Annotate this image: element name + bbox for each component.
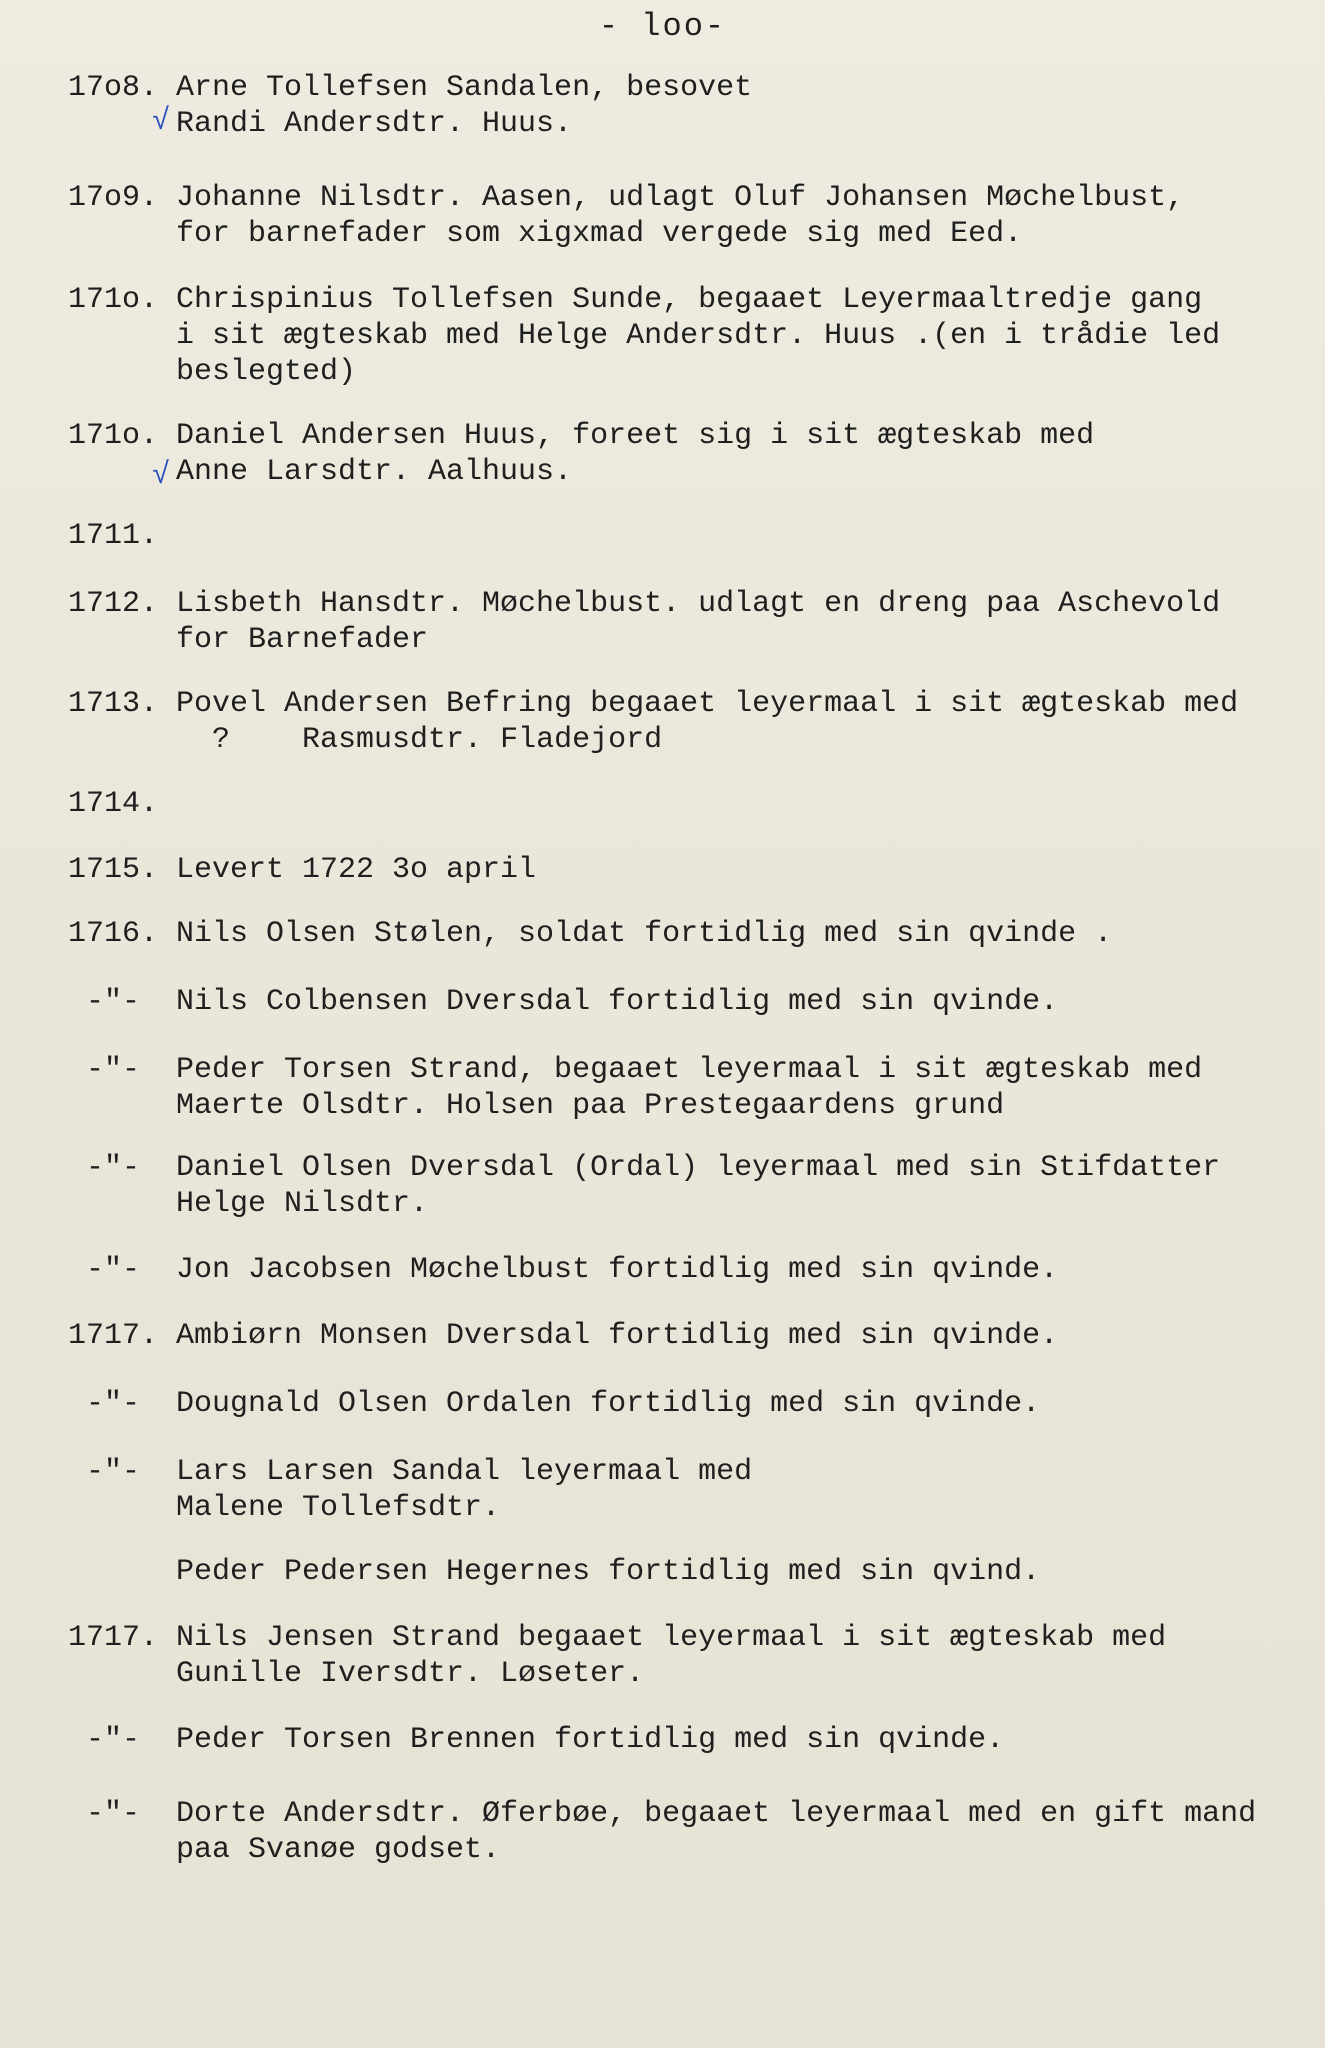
entry-year: -"- — [68, 1253, 141, 1287]
entry-text: Arne Tollefsen Sandalen, besovet Randi Andersdtr. Huus. — [176, 71, 753, 141]
entry — [68, 70, 752, 142]
entry-text: Lars Larsen Sandal leyermaal med Malene Tollefsdtr. — [176, 1455, 753, 1525]
entry — [68, 586, 1220, 658]
entry-text: Nils Olsen Stølen, soldat fortidlig med sin qvinde . — [176, 917, 1113, 951]
entry — [68, 1052, 1202, 1124]
entry — [68, 282, 1220, 390]
entry-year: -"- — [68, 1455, 141, 1489]
entry-text: Dougnald Olsen Ordalen fortidlig med sin qvinde. — [176, 1387, 1041, 1421]
entry — [68, 518, 176, 554]
entry — [68, 786, 176, 822]
entry — [68, 1252, 1058, 1288]
entry-year: -"- — [68, 985, 141, 1019]
entry-text: Daniel Andersen Huus, foreet sig i sit ægteskab med Anne Larsdtr. Aalhuus. — [176, 419, 1095, 489]
entry-year: 171o. — [68, 283, 159, 317]
page-number: - loo- — [598, 8, 727, 45]
entry-year: 1716. — [68, 917, 159, 951]
entry-year: 1714. — [68, 787, 159, 821]
entry — [68, 418, 1095, 493]
entry-year: -"- — [68, 1797, 141, 1831]
entry-text: Peder Torsen Strand, begaaet leyermaal i sit ægteskab med Maerte Olsdtr. Holsen paa Prestegaardens grund — [176, 1053, 1203, 1123]
entry-year — [68, 1554, 176, 1590]
entry-year: -"- — [68, 1723, 141, 1757]
entry — [68, 852, 536, 888]
entry-year: -"- — [68, 1053, 141, 1087]
entry-year: 1715. — [68, 853, 159, 887]
entry-year: -"- — [68, 1387, 141, 1421]
entry-year: 1711. — [68, 519, 159, 553]
entry-text: Dorte Andersdtr. Øferbøe, begaaet leyermaal med en gift mand paa Svanøe godset. — [176, 1797, 1257, 1867]
entry-text: Chrispinius Tollefsen Sunde, begaaet Leyermaaltredje gang i sit ægteskab med Helge Andersdtr. Huus .(en i trådie led beslegted) — [176, 283, 1221, 389]
entry-year: -"- — [68, 1151, 141, 1185]
entry — [68, 1554, 1040, 1590]
entry-text: Peder Pedersen Hegernes fortidlig med sin qvind. — [176, 1555, 1041, 1589]
entry-text: Nils Colbensen Dversdal fortidlig med sin qvinde. — [176, 985, 1059, 1019]
entry-text: Jon Jacobsen Møchelbust fortidlig med sin qvinde. — [176, 1253, 1059, 1287]
entry-text: Ambiørn Monsen Dversdal fortidlig med sin qvinde. — [176, 1319, 1059, 1353]
entry-text: Johanne Nilsdtr. Aasen, udlagt Oluf Johansen Møchelbust, for barnefader som xigxmad vergede sig med Eed. — [176, 181, 1185, 251]
entry — [68, 1796, 1256, 1868]
entry — [68, 1150, 1220, 1222]
checkmark-icon: √ — [152, 459, 171, 493]
entry-text: Peder Torsen Brennen fortidlig med sin qvinde. — [176, 1723, 1005, 1757]
entry-text: Daniel Olsen Dversdal (Ordal) leyermaal med sin Stifdatter Helge Nilsdtr. — [176, 1151, 1221, 1221]
entry — [68, 1386, 1040, 1422]
entry-year: 1712. — [68, 587, 159, 621]
entry-text: Lisbeth Hansdtr. Møchelbust. udlagt en dreng paa Aschevold for Barnefader — [176, 587, 1221, 657]
entry-text: Nils Jensen Strand begaaet leyermaal i sit ægteskab med Gunille Iversdtr. Løseter. — [176, 1621, 1167, 1691]
entry-year: 1717. — [68, 1319, 159, 1353]
entry-year: 1713. — [68, 687, 159, 721]
entry-year: 1717. — [68, 1621, 159, 1655]
entry — [68, 686, 1238, 758]
entry-text: Levert 1722 3o april — [176, 853, 537, 887]
entry — [68, 1454, 752, 1526]
entry-year: 17o8. — [68, 71, 159, 105]
entry-year: 171o. — [68, 419, 159, 453]
entry — [68, 1318, 1058, 1354]
checkmark-icon: √ — [152, 105, 171, 139]
entry-year: 17o9. — [68, 181, 159, 215]
entry — [68, 1722, 1004, 1758]
entry — [68, 1620, 1166, 1692]
entry — [68, 180, 1184, 252]
entry — [68, 916, 1112, 952]
entry-text: Povel Andersen Befring begaaet leyermaal i sit ægteskab med ? Rasmusdtr. Fladejord — [176, 687, 1239, 757]
entry — [68, 984, 1058, 1020]
